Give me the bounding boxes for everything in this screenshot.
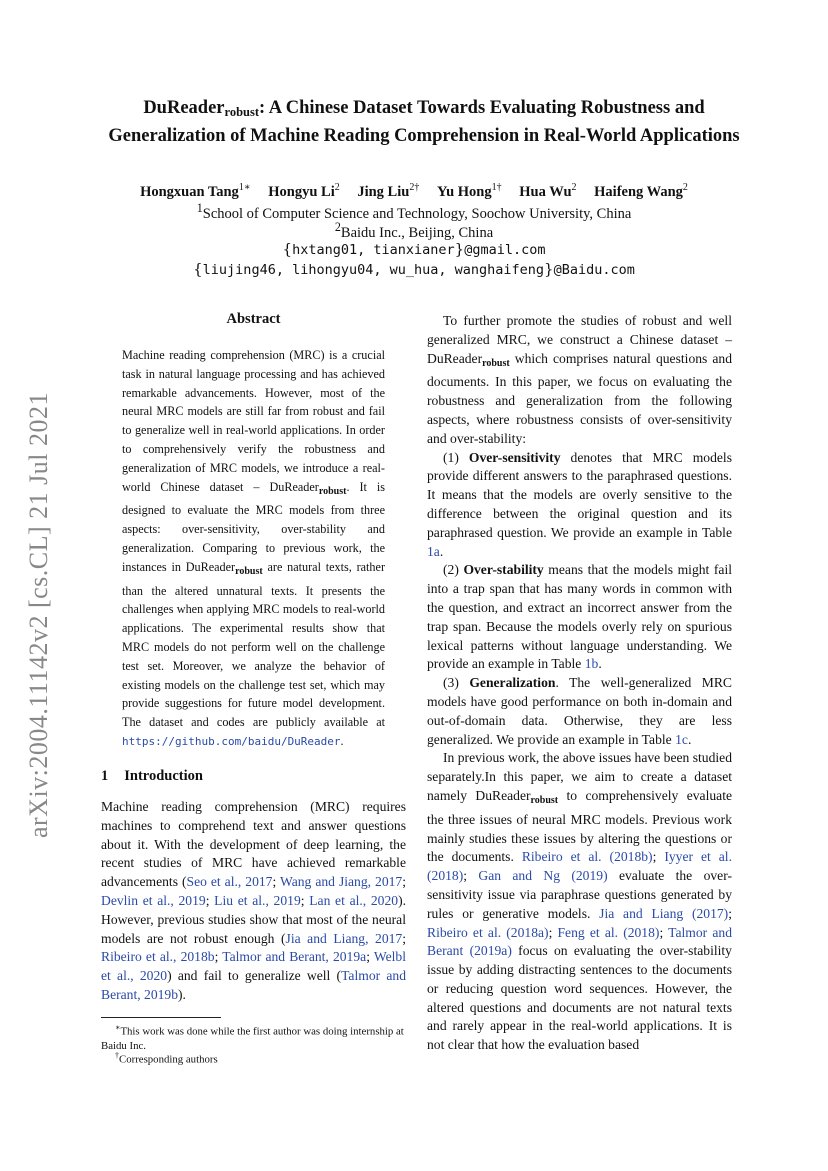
citation[interactable]: Talmor and Berant (2019a) <box>427 924 732 959</box>
author: Haifeng Wang$^2$ <box>594 182 688 200</box>
paragraph: (3) Generalization. The well-generalized MRC models have good performance on both in-domain and out-of-domain data. Otherwise, they are less generalized. We provide an example in Table 1c. <box>427 675 733 747</box>
abstract-heading: Abstract <box>226 311 281 327</box>
author: Yu Hong$^{1\dagger}$ <box>436 182 502 200</box>
citation[interactable]: Ribeiro et al. (2018b) <box>521 849 653 865</box>
right-column-text <box>427 312 732 1055</box>
author: Hua Wu$^2$ <box>519 182 577 200</box>
table-ref[interactable]: 1c <box>675 731 688 747</box>
citation[interactable]: Talmor and Berant, 2019b <box>101 968 406 1002</box>
footnote: ∗This work was done while the first author was doing internship at Baidu Inc. <box>101 1023 404 1052</box>
affiliation: $^2$Baidu Inc., Beijing, China <box>334 220 494 241</box>
citation[interactable]: Talmor and Berant, 2019a <box>222 949 367 965</box>
paper-title: DuReader$_{robust}$: A Chinese Dataset Towards Evaluating Robustness and Generalization of Machine Reading Comprehension in Real-World Applications <box>108 98 740 146</box>
paragraph: (1) Over-sensitivity denotes that MRC models provide different answers to the paraphrased questions. It means that the models are overly sensitive to the difference between the original question and its paraphrased question. We provide an example in Table 1a. <box>427 449 732 559</box>
table-ref[interactable]: 1b <box>584 656 599 672</box>
footnote: †Corresponding authors <box>115 1051 218 1066</box>
citation[interactable]: Lan et al., 2020 <box>309 892 399 908</box>
citation[interactable]: Welbl et al., 2020 <box>101 949 406 984</box>
citation[interactable]: Gan and Ng (2019) <box>478 868 608 884</box>
author: Hongxuan Tang$^{1∗}$ <box>140 182 251 200</box>
paragraph: To further promote the studies of robust and well generalized MRC, we construct a Chinese dataset – DuReader$_{robust}$ which comprises natural questions and documents. In this paper, we focus on evaluating the robustness and generalization from the following aspects, where robustness consists of over-sensitivity and over-stability: <box>427 313 732 446</box>
citation[interactable]: Wang and Jiang, 2017 <box>279 874 403 890</box>
paragraph: In previous work, the above issues have been studied separately.In this paper, we aim to create a dataset namely DuReader$_{robust}$ to comprehensively evaluate the three issues of neural MRC models. Previous work mainly studies these issues by altering the questions or the documents. Ribeiro et al. (2018b); Iyyer et al. (2018); Gan and Ng (2019) evaluate the over-sensitivity issue via paraphrase questions generated by rules or generative models. Jia and Liang (2017); Ribeiro et al. (2018a); Feng et al. (2018); Talmor and Berant (2019a) focus on evaluating the over-stability issue by adding distracting sentences to the documents or reducing question word sequences. However, the altered questions and documents are not natural texts and rarely appear in the real-world applications. It is not clear that how the evaluation based <box>427 750 732 1053</box>
citation[interactable]: Jia and Liang, 2017 <box>285 930 403 946</box>
footnote-rule <box>101 1017 221 1018</box>
email-line: {hxtang01, tianxianer}@gmail.com <box>282 240 546 258</box>
citation[interactable]: Ribeiro et al., 2018b <box>101 949 215 965</box>
citation[interactable]: Iyyer et al. (2018) <box>427 849 732 884</box>
abstract-text: Machine reading comprehension (MRC) is a crucial task in natural language processing and has achieved remarkable advancements. However, most of the neural MRC models are still far from robust and fail to generalize well in real-world applications. In order to comprehensively verify the robustness and generalization of MRC models, we introduce a real-world Chinese dataset – DuReader$_{robust}$. It is designed to evaluate the MRC models from three aspects: over-sensitivity, over-stability and generalization. Comparing to previous work, the instances in DuReader$_{robust}$ are natural texts, rather than the altered unnatural texts. It presents the challenges when applying MRC models to real-world applications. The experimental results show that MRC models do not perform well on the challenge test set. Moreover, we analyze the behavior of existing models on the challenge test set, which may provide suggestions for future model development. The dataset and codes are publicly available at https://github.com/baidu/DuReader. <box>122 348 385 748</box>
arxiv-stamp: arXiv:2004.11142v2 [cs.CL] 21 Jul 2021 <box>24 391 53 839</box>
paragraph: (2) Over-stability means that the models might fail into a trap span that has many words in common with the question, and extract an incorrect answer from the trap span. Because the models overly rely on spurious lexical patterns without language understanding. We provide an example in Table 1b. <box>427 562 733 672</box>
citation[interactable]: Devlin et al., 2019 <box>101 892 206 908</box>
citation[interactable]: Seo et al., 2017 <box>186 874 273 890</box>
email-line: {liujing46, lihongyu04, wu_hua, wanghaifeng}@Baidu.com <box>193 260 635 278</box>
author-list <box>60 182 768 201</box>
citation[interactable]: Jia and Liang (2017) <box>599 905 729 921</box>
introduction-text: Machine reading comprehension (MRC) requires machines to comprehend text and answer questions about it. With the development of deep learning, the recent studies of MRC have achieved remarkable advancements (Seo et al., 2017; Wang and Jiang, 2017; Devlin et al., 2019; Liu et al., 2019; Lan et al., 2020). However, previous studies show that most of the neural models are not robust enough (Jia and Liang, 2017; Ribeiro et al., 2018b; Talmor and Berant, 2019a; Welbl et al., 2020) and fail to generalize well (Talmor and Berant, 2019b). <box>101 799 406 1002</box>
author: Hongyu Li$^2$ <box>268 182 340 200</box>
citation[interactable]: Feng et al. (2018) <box>557 924 660 940</box>
affiliation: $^1$School of Computer Science and Technology, Soochow University, China <box>196 201 632 222</box>
section-heading-introduction: 1 Introduction <box>101 768 203 784</box>
author: Jing Liu$^{2\dagger}$ <box>357 182 420 200</box>
citation[interactable]: Ribeiro et al. (2018a) <box>427 924 549 940</box>
github-link[interactable]: https://github.com/baidu/DuReader <box>122 734 341 748</box>
citation[interactable]: Liu et al., 2019 <box>214 892 301 908</box>
table-ref[interactable]: 1a <box>427 543 440 559</box>
